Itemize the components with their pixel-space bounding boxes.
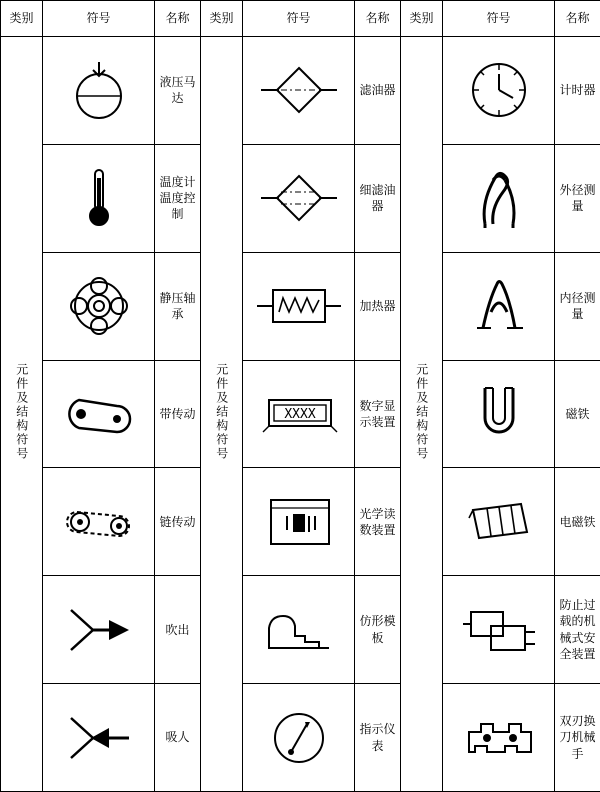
optical-reading-symbol [243, 468, 355, 576]
symbol-name: 内径测量 [555, 252, 600, 360]
header-symbol-3: 符号 [443, 1, 555, 37]
suction-symbol [43, 684, 155, 792]
symbol-name: 吹出 [155, 576, 201, 684]
header-name-1: 名称 [155, 1, 201, 37]
header-name-2: 名称 [355, 1, 401, 37]
indicator-gauge-symbol [243, 684, 355, 792]
symbol-name: 滤油器 [355, 36, 401, 144]
table-row [1, 468, 600, 576]
symbol-name: 链传动 [155, 468, 201, 576]
symbol-name: 温度计温度控制 [155, 144, 201, 252]
header-category-3: 类别 [401, 1, 443, 37]
magnet-symbol [443, 360, 555, 468]
table-row [1, 252, 600, 360]
symbol-name: 带传动 [155, 360, 201, 468]
table-row [1, 684, 600, 792]
header-category-1: 类别 [1, 1, 43, 37]
belt-drive-symbol [43, 360, 155, 468]
oil-filter-symbol [243, 36, 355, 144]
outside-caliper-symbol [443, 144, 555, 252]
category-cell-3 [401, 36, 443, 791]
header-symbol-2: 符号 [243, 1, 355, 37]
hydrostatic-bearing-symbol [43, 252, 155, 360]
symbol-name: 计时器 [555, 36, 600, 144]
symbol-name: 光学读数装置 [355, 468, 401, 576]
timer-clock-symbol [443, 36, 555, 144]
header-symbol-1: 符号 [43, 1, 155, 37]
dual-blade-manipulator-symbol [443, 684, 555, 792]
symbol-name: 静压轴承 [155, 252, 201, 360]
table-row [1, 360, 600, 468]
symbol-name: 外径测量 [555, 144, 600, 252]
heater-symbol [243, 252, 355, 360]
table-row [1, 576, 600, 684]
hydraulic-motor-symbol [43, 36, 155, 144]
symbol-name: 数字显示装置 [355, 360, 401, 468]
header-name-3: 名称 [555, 1, 600, 37]
symbol-name: 吸人 [155, 684, 201, 792]
table-row [1, 144, 600, 252]
symbol-name: 液压马达 [155, 36, 201, 144]
symbol-name: 磁铁 [555, 360, 600, 468]
symbol-name: 仿形模板 [355, 576, 401, 684]
table-header-row [1, 1, 600, 37]
symbol-name: 双刃换刀机械手 [555, 684, 600, 792]
category-cell-2 [201, 36, 243, 791]
blow-out-symbol [43, 576, 155, 684]
fine-oil-filter-symbol [243, 144, 355, 252]
inside-caliper-symbol [443, 252, 555, 360]
overload-safety-symbol [443, 576, 555, 684]
category-cell-1 [1, 36, 43, 791]
copying-template-symbol [243, 576, 355, 684]
table-row [1, 36, 600, 144]
symbol-name: 加热器 [355, 252, 401, 360]
category-label-1: 元件及结构符号 [14, 362, 29, 461]
svg-text:XXXX: XXXX [283, 406, 316, 422]
category-label-2: 元件及结构符号 [214, 362, 229, 461]
symbol-name: 电磁铁 [555, 468, 600, 576]
symbol-name: 细滤油器 [355, 144, 401, 252]
chain-drive-symbol [43, 468, 155, 576]
symbol-name: 防止过载的机械式安全装置 [555, 576, 600, 684]
symbol-name: 指示仪表 [355, 684, 401, 792]
digital-display-symbol [243, 360, 355, 468]
header-category-2: 类别 [201, 1, 243, 37]
thermometer-symbol [43, 144, 155, 252]
category-label-3: 元件及结构符号 [414, 362, 429, 461]
electromagnet-symbol [443, 468, 555, 576]
